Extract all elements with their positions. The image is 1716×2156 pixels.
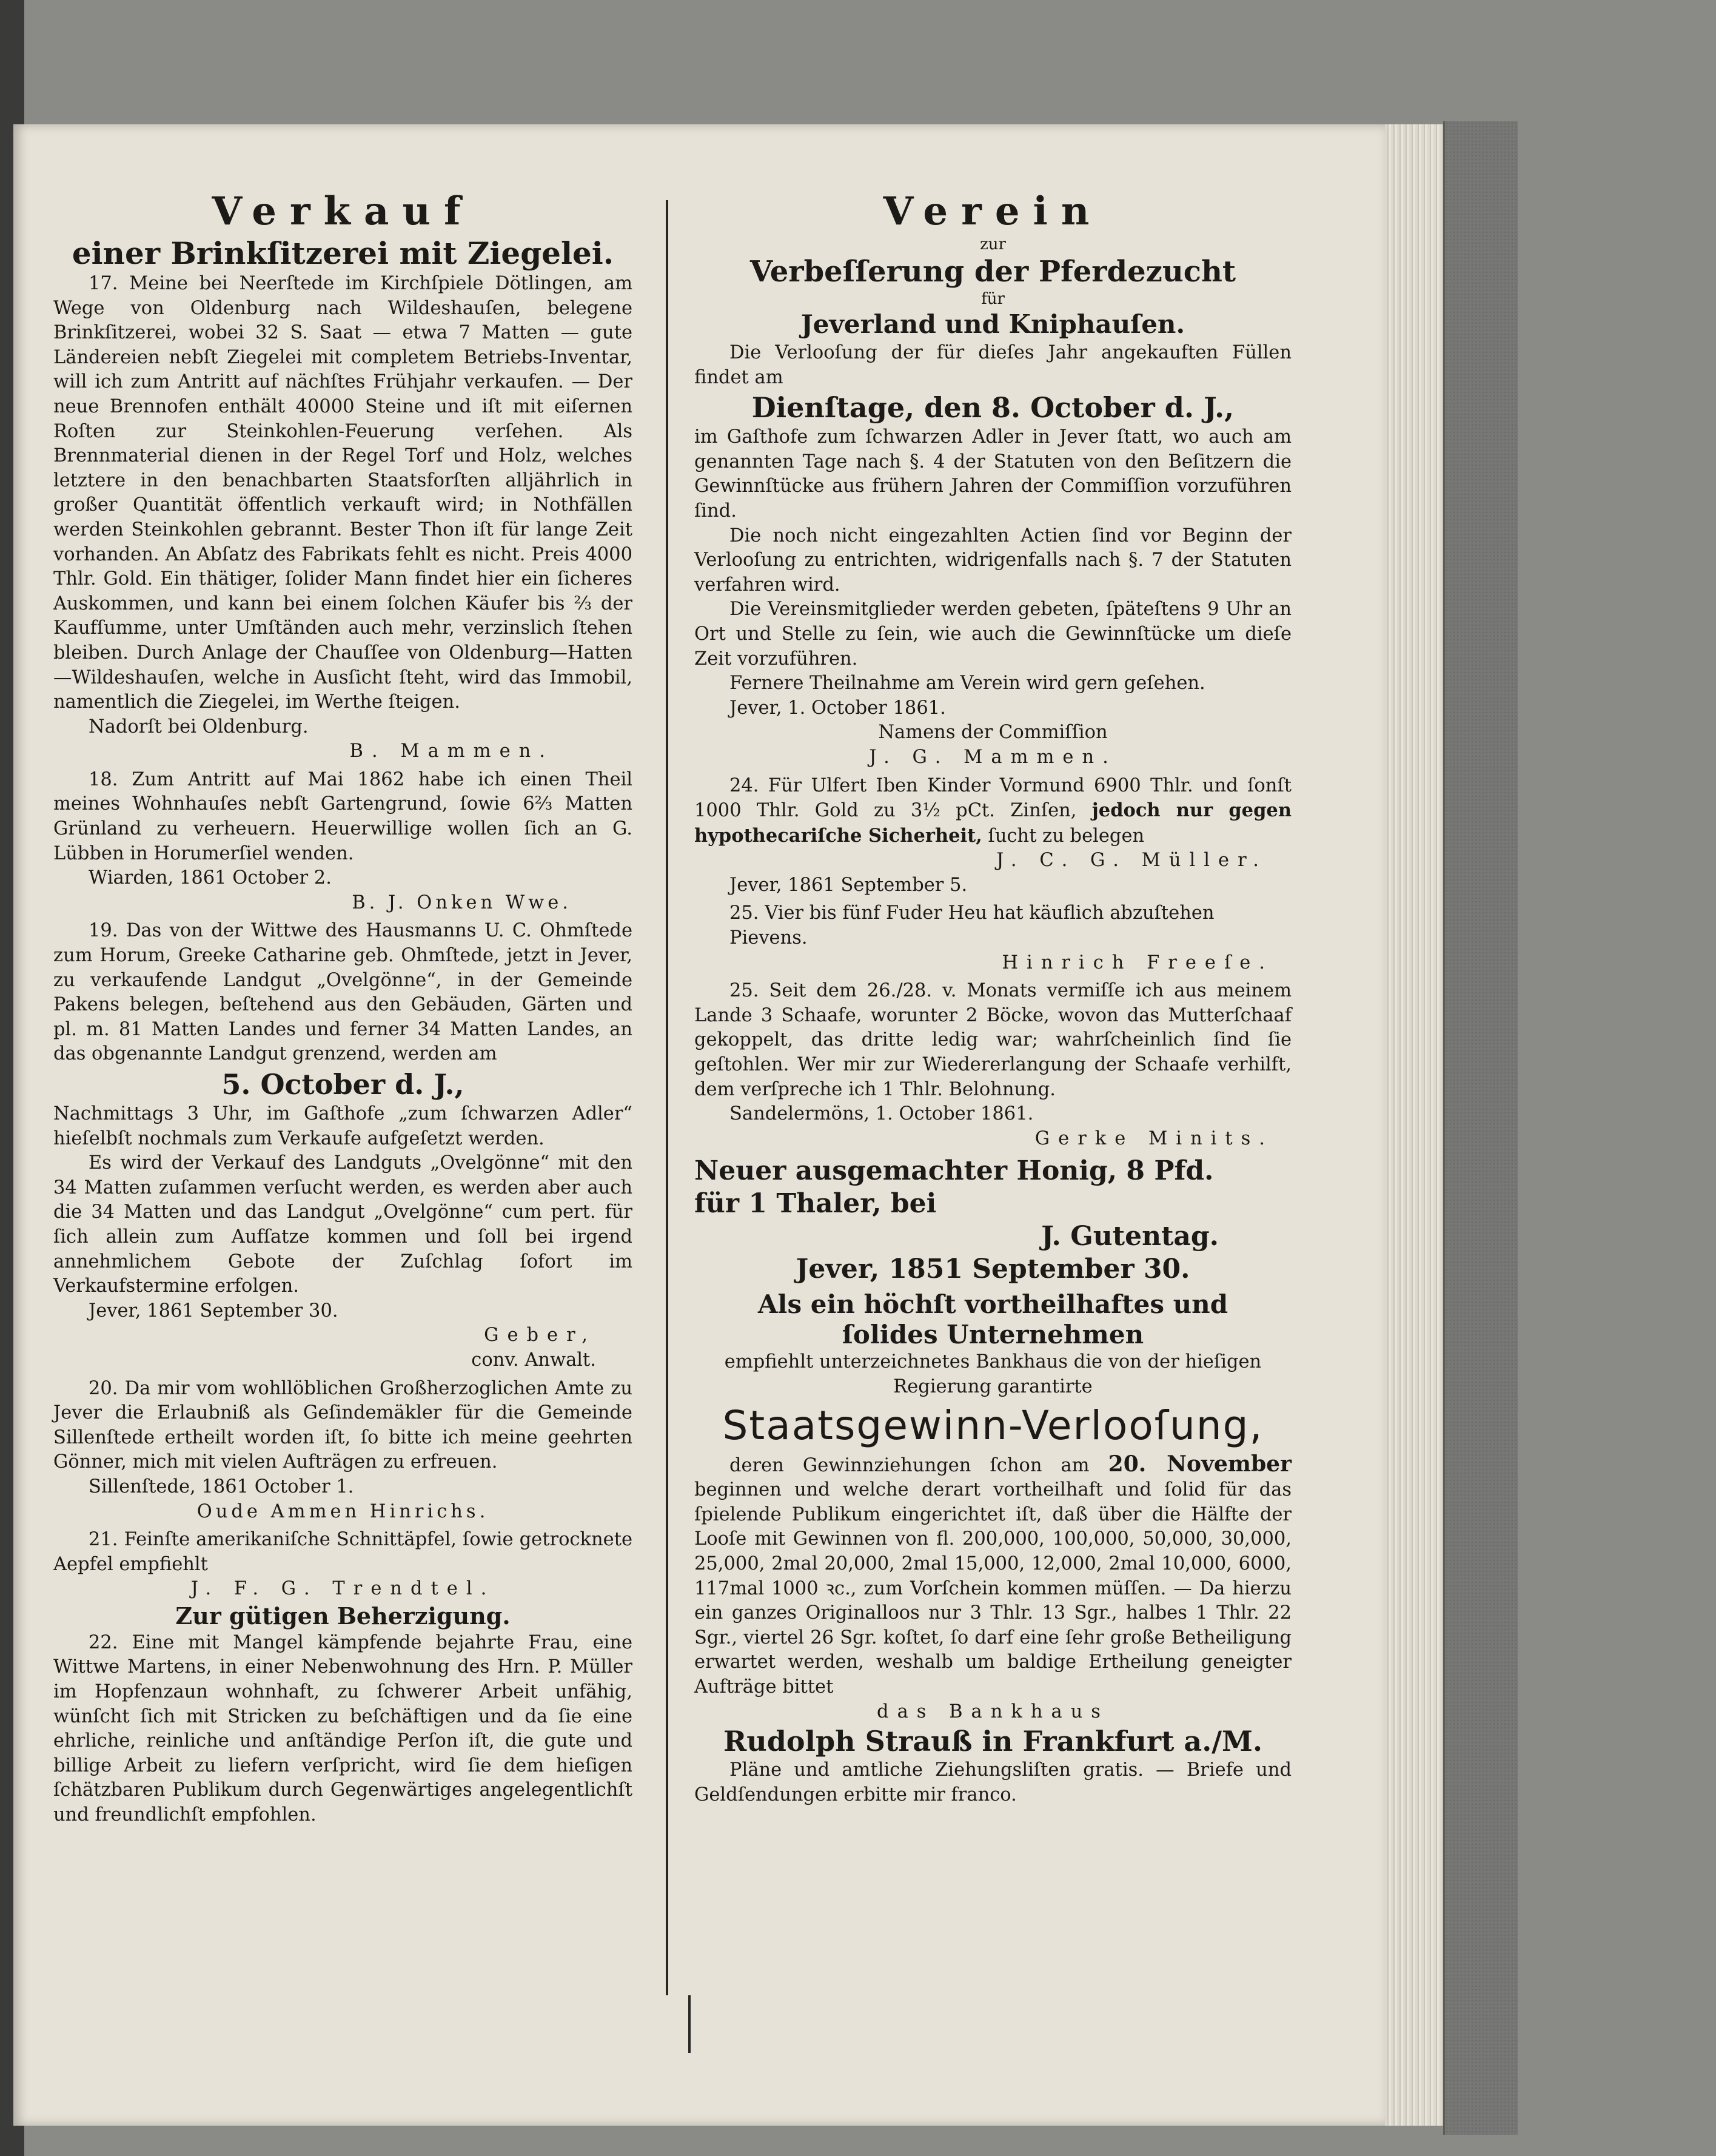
bank-ad-title: Staatsgewinn-Verlooſung, xyxy=(722,1402,1264,1449)
bank-ad-intro2: Regierung garantirte xyxy=(893,1376,1093,1397)
notice-24-signature: J. C. G. Müller. xyxy=(996,850,1267,871)
heading-verkauf: Verkauf xyxy=(212,189,474,234)
notice-19: 19. Das von der Wittwe des Hausmanns U. C. Ohmſtede zum Horum, Greeke Catharine geb. Ohmſtede, jetzt in Jever, zu verkaufende Landgut „Ovelgönne“, in der Gemeinde Pakens belegen, beſtehend aus den Gebäuden, Gärten und pl. m. 81 Matten Landes und ferner 34 Matten Landes, an das obgenannte Landgut grenzend, werden am xyxy=(53,920,632,1065)
notice-19-signature-title: conv. Anwalt. xyxy=(471,1349,596,1371)
bank-ad-body xyxy=(694,1452,1292,1700)
verein-date: Dienſtage, den 8. October d. J., xyxy=(751,391,1235,425)
notice-24 xyxy=(694,774,1292,849)
notice-20: 20. Da mir vom wohllöblichen Großherzoglichen Amte zu Jever die Erlaubniß als Geſindemäkler für die Gemeinde Sillenſtede ertheilt worden iſt, ſo bitte ich meine geehrten Gönner, mich mit vielen Aufträgen zu erfreuen. xyxy=(53,1377,632,1473)
notice-24-end: ſucht zu belegen xyxy=(988,825,1145,847)
notice-20-signature: Oude Ammen Hinrichs. xyxy=(196,1500,489,1522)
notice-18: 18. Zum Antritt auf Mai 1862 habe ich einen Theil meines Wohnhauſes nebſt Gartengrund, ſowie 6⅔ Matten Grünland zu verheuern. Heuerwillige wollen ſich an G. Lübben in Horumerſiel wenden. xyxy=(53,768,632,864)
column-divider-lower xyxy=(688,1995,691,2053)
notice-18-place: Wiarden, 1861 October 2. xyxy=(89,867,332,889)
verein-announcement: Die Verlooſung der für dieſes Jahr angekauften Füllen findet am xyxy=(694,342,1292,388)
honig-ad-place: Jever, 1851 September 30. xyxy=(796,1254,1190,1285)
verein-members: Die Vereinsmitglieder werden gebeten, ſpäteſtens 9 Uhr an Ort und Stelle zu ſein, wie auch die Gewinnſtücke um dieſe Zeit vorzuführen. xyxy=(694,599,1292,670)
bank-ad-signature-label: das Bankhaus xyxy=(877,1701,1109,1722)
notice-17: 17. Meine bei Neerſtede im Kirchſpiele Dötlingen, am Wege von Oldenburg nach Wildeshauſen, belegene Brinkſitzerei, wobei 32 S. Saat — etwa 7 Matten — gute Ländereien nebſt Ziegelei mit completem Betriebs-Inventar, will ich zum Antritt auf nächſtes Frühjahr verkaufen. — Der neue Brennofen enthält 40000 Steine und iſt mit eiſernen Roſten zur Steinkohlen-Feuerung verſehen. Als Brennmaterial dienen in der Regel Torf und Holz, welches letztere in den benachbarten Staatsforſten alljährlich in großer Quantität öffentlich verkauft wird; in Nothfällen werden Steinkohlen gebrannt. Bester Thon iſt für lange Zeit vorhanden. An Abſatz des Fabrikats fehlt es nicht. Preis 4000 Thlr. Gold. Ein thätiger, ſolider Mann findet hier ein ſicheres Auskommen, und kann bei einem ſolchen Käufer bis ⅔ der Kaufſumme, unter Umſtänden auch mehr, verzinslich ſtehen bleiben. Durch Anlage der Chauſſee von Oldenburg—Hatten—Wildeshauſen, welche in Ausſicht ſteht, wird das Immobil, namentlich die Ziegelei, im Werthe ſteigen. xyxy=(53,273,632,713)
notice-19-details: Es wird der Verkauf des Landguts „Ovelgönne“ mit den 34 Matten zuſammen verſucht werden, es werden aber auch die 34 Matten und das Landgut „Ovelgönne“ cum pert. für ſich allein zum Aufſatze kommen und ſoll bei irgend annehmlichem Gebote der Zuſchlag ſofort im Verkaufstermine erfolgen. xyxy=(53,1152,632,1297)
notice-24-text: 24. Für Ulfert Iben Kinder Vormund 6900 Thlr. und ſonſt 1000 Thlr. Gold zu 3½ pCt. Zinſen, xyxy=(694,774,1292,822)
notice-20-place: Sillenſtede, 1861 October 1. xyxy=(89,1476,354,1497)
bank-ad-body-rest: beginnen und welche derart vortheilhaft und ſolid für das ſpielende Publikum eingerichtet iſt, daß über die Hälfte der Looſe mit Gewinnen von fl. 200,000, 100,000, 50,000, 30,000, 25,000, 2mal 20,000, 2mal 15,000, 12,000, 2mal 10,000, 6000, 117mal 1000 ꝛc., zum Vorſchein kommen müſſen. — Da hierzu ein ganzes Originalloos nur 3 Thlr. 13 Sgr., halbes 1 Thlr. 22 Sgr., viertel 26 Sgr. koſtet, ſo darf eine ſehr große Betheiligung erwartet werden, weshalb um baldige Ertheilung geneigter Aufträge bittet xyxy=(694,1479,1292,1698)
honig-ad-line2: für 1 Thaler, bei xyxy=(694,1188,937,1220)
bank-ad-draw-date: 20. November xyxy=(1108,1451,1292,1477)
verein-place: Jever, 1. October 1861. xyxy=(729,697,946,719)
notice-25a-signature: Hinrich Freeſe. xyxy=(1002,952,1273,973)
heading-beherzigung: Zur gütigen Beherzigung. xyxy=(175,1602,511,1630)
notice-25a-place: Pievens. xyxy=(729,927,808,949)
verein-signature: J. G. Mammen. xyxy=(869,746,1117,768)
bank-ad-intro: empfiehlt unterzeichnetes Bankhaus die von der hieſigen xyxy=(724,1351,1262,1373)
bank-ad-signature: Rudolph Strauß in Frankfurt a./M. xyxy=(723,1725,1262,1758)
verein-participation: Fernere Theilnahme am Verein wird gern geſehen. xyxy=(729,673,1205,694)
column-divider xyxy=(666,200,668,1995)
bank-ad-heading1: Als ein höchſt vortheilhaftes und xyxy=(757,1289,1228,1320)
notice-19-time: Nachmittags 3 Uhr, im Gaſthofe „zum ſchwarzen Adler“ hieſelbſt nochmals zum Verkaufe aufgeſetzt werden. xyxy=(53,1103,632,1149)
heading-pferdezucht: Verbeſſerung der Pferdezucht xyxy=(749,255,1236,289)
verein-signature-label: Namens der Commiſſion xyxy=(878,722,1108,744)
notice-25b-signature: Gerke Minits. xyxy=(1034,1127,1273,1149)
bank-ad-body-start: deren Gewinnziehungen ſchon am xyxy=(729,1454,1090,1476)
bank-ad-footer: Pläne und amtliche Ziehungsliſten gratis. — Briefe und Geldſendungen erbitte mir franco. xyxy=(694,1759,1292,1805)
notice-25b: 25. Seit dem 26./28. v. Monats vermiſſe ich aus meinem Lande 3 Schaafe, worunter 2 Böcke, wovon das Mutterſchaaf gekoppelt, das dritte ledig war; wahrſcheinlich ſind ſie geſtohlen. Wer mir zur Wiedererlangung der Schaafe verhilft, dem verſpreche ich 1 Thlr. Belohnung. xyxy=(694,980,1292,1100)
notice-18-signature: B. J. Onken Wwe. xyxy=(352,892,572,913)
heading-verein-fur: für xyxy=(981,290,1005,308)
notice-19-date: 5. October d. J., xyxy=(221,1068,464,1101)
notice-24-place: Jever, 1861 September 5. xyxy=(729,874,968,896)
notice-17-signature: B. Mammen. xyxy=(349,740,554,762)
bank-ad-heading2: ſolides Unternehmen xyxy=(842,1320,1144,1350)
notice-21-signature: J. F. G. Trendtel. xyxy=(190,1578,495,1600)
heading-jeverland: Jeverland und Kniphauſen. xyxy=(800,309,1185,339)
honig-ad-signature: J. Gutentag. xyxy=(1041,1221,1219,1252)
book-cover xyxy=(1443,121,1518,2135)
notice-22: 22. Eine mit Mangel kämpfende bejahrte Frau, eine Wittwe Martens, in einer Nebenwohnung des Hrn. P. Müller im Hopfenzaun wohnhaft, zu ſchwerer Arbeit unfähig, wünſcht ſich mit Stricken zu beſchäftigen und da ſie eine ehrliche, reinliche und anſtändige Perſon iſt, die gute und billige Arbeit zu liefern verſpricht, wird ſie dem hieſigen ſchätzbaren Publikum durch Gegenwärtiges angelegentlichſt und freundlichſt empfohlen. xyxy=(53,1631,632,1826)
left-column xyxy=(53,188,632,1828)
heading-verein: Verein xyxy=(883,189,1103,234)
heading-brinksitzerei: einer Brinkſitzerei mit Ziegelei. xyxy=(72,235,614,271)
notice-25b-place: Sandelermöns, 1. October 1861. xyxy=(729,1103,1034,1125)
notice-17-place: Nadorſt bei Oldenburg. xyxy=(89,716,309,737)
verein-actien: Die noch nicht eingezahlten Actien ſind vor Beginn der Verlooſung zu entrichten, widrigenfalls nach §. 7 der Statuten verfahren wird. xyxy=(694,525,1292,596)
notice-19-place: Jever, 1861 September 30. xyxy=(89,1300,338,1321)
notice-25a: 25. Vier bis fünf Fuder Heu hat käuflich abzuſtehen xyxy=(729,902,1215,924)
honig-ad-line1: Neuer ausgemachter Honig, 8 Pfd. xyxy=(694,1155,1214,1187)
notice-21: 21. Feinſte amerikaniſche Schnittäpfel, ſowie getrocknete Aepfel empfiehlt xyxy=(53,1529,632,1575)
right-column xyxy=(694,188,1292,1807)
heading-verein-zur: zur xyxy=(980,235,1006,254)
verein-location: im Gaſthofe zum ſchwarzen Adler in Jever ſtatt, wo auch am genannten Tage nach §. 4 der Statuten von den Beſitzern die Gewinnſtücke aus frühern Jahren der Commiſſion vorzuführen ſind. xyxy=(694,426,1292,522)
notice-19-signature: Geber, xyxy=(484,1325,596,1346)
notice-24-emphasis: jedoch nur gegen hypothecariſche Sicherheit, xyxy=(694,799,1292,847)
